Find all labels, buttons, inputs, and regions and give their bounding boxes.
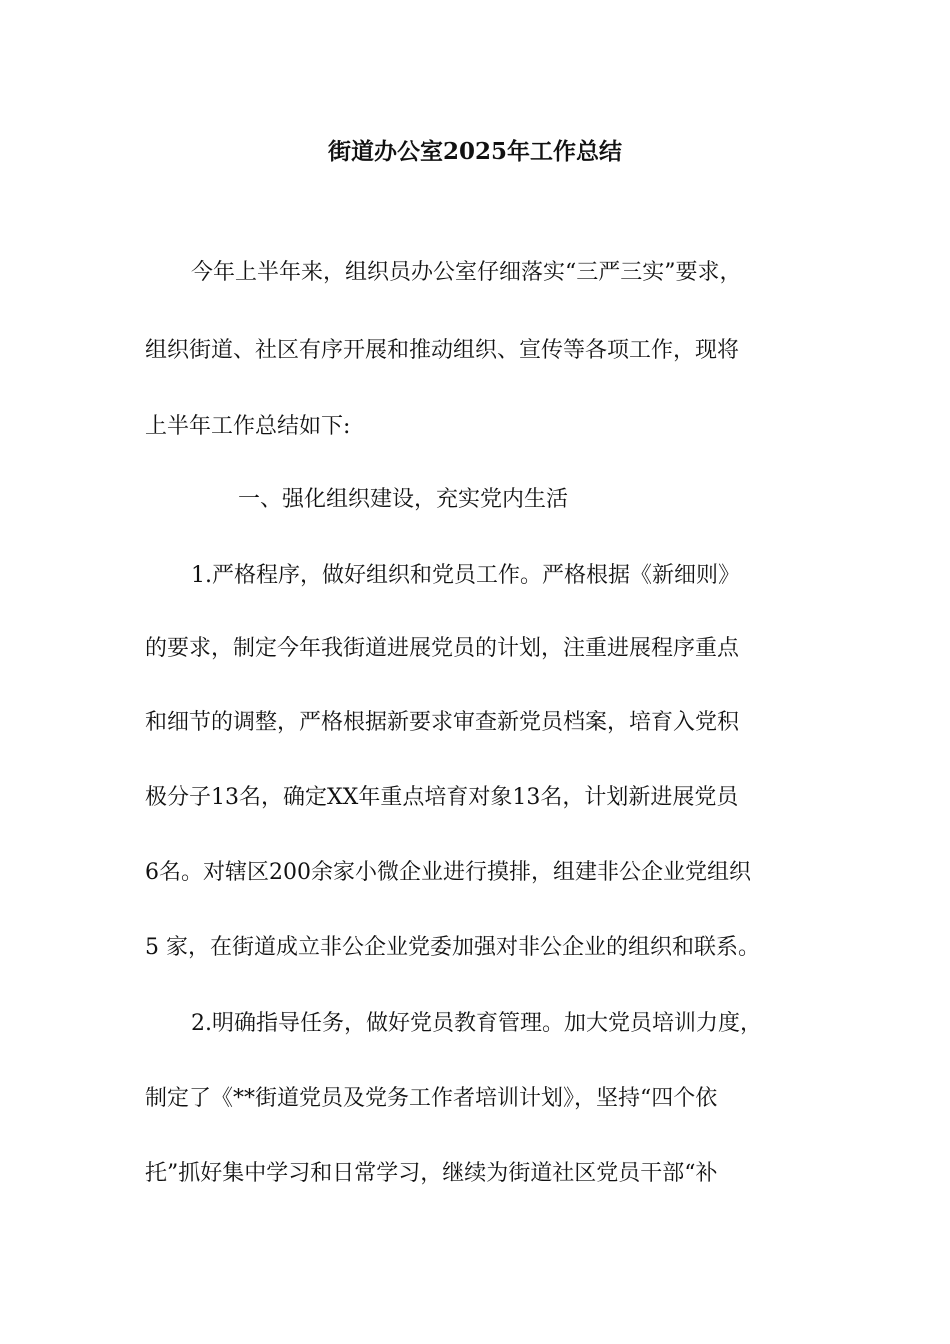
paragraph-intro-line-3: 上半年工作总结如下:	[145, 414, 351, 439]
paragraph-item1-line-2: 的要求，制定今年我街道进展党员的计划，注重进展程序重点	[145, 636, 740, 661]
paragraph-intro-line-2: 组织街道、社区有序开展和推动组织、宣传等各项工作，现将	[145, 338, 740, 363]
paragraph-item1-line-6: 5 家，在街道成立非公企业党委加强对非公企业的组织和联系。	[145, 935, 760, 960]
paragraph-item1-line-5: 6名。对辖区200余家小微企业进行摸排，组建非公企业党组织	[145, 860, 751, 885]
paragraph-item2-line-2: 制定了《**街道党员及党务工作者培训计划》，坚持“四个依	[145, 1086, 718, 1111]
paragraph-item2-line-1: 2.明确指导任务，做好党员教育管理。加大党员培训力度，	[191, 1011, 762, 1036]
paragraph-item1-line-3: 和细节的调整，严格根据新要求审查新党员档案，培育入党积	[145, 710, 740, 735]
paragraph-intro-line-1: 今年上半年来，组织员办公室仔细落实“三严三实”要求，	[191, 260, 742, 285]
section-heading-1: 一、强化组织建设，充实党内生活	[238, 487, 569, 512]
paragraph-item2-line-3: 托”抓好集中学习和日常学习，继续为街道社区党员干部“补	[145, 1161, 718, 1186]
paragraph-item1-line-1: 1.严格程序，做好组织和党员工作。严格根据《新细则》	[191, 563, 740, 588]
paragraph-item1-line-4: 极分子13名，确定XX年重点培育对象13名，计划新进展党员	[145, 785, 739, 810]
document-title: 街道办公室2025年工作总结	[327, 138, 622, 165]
